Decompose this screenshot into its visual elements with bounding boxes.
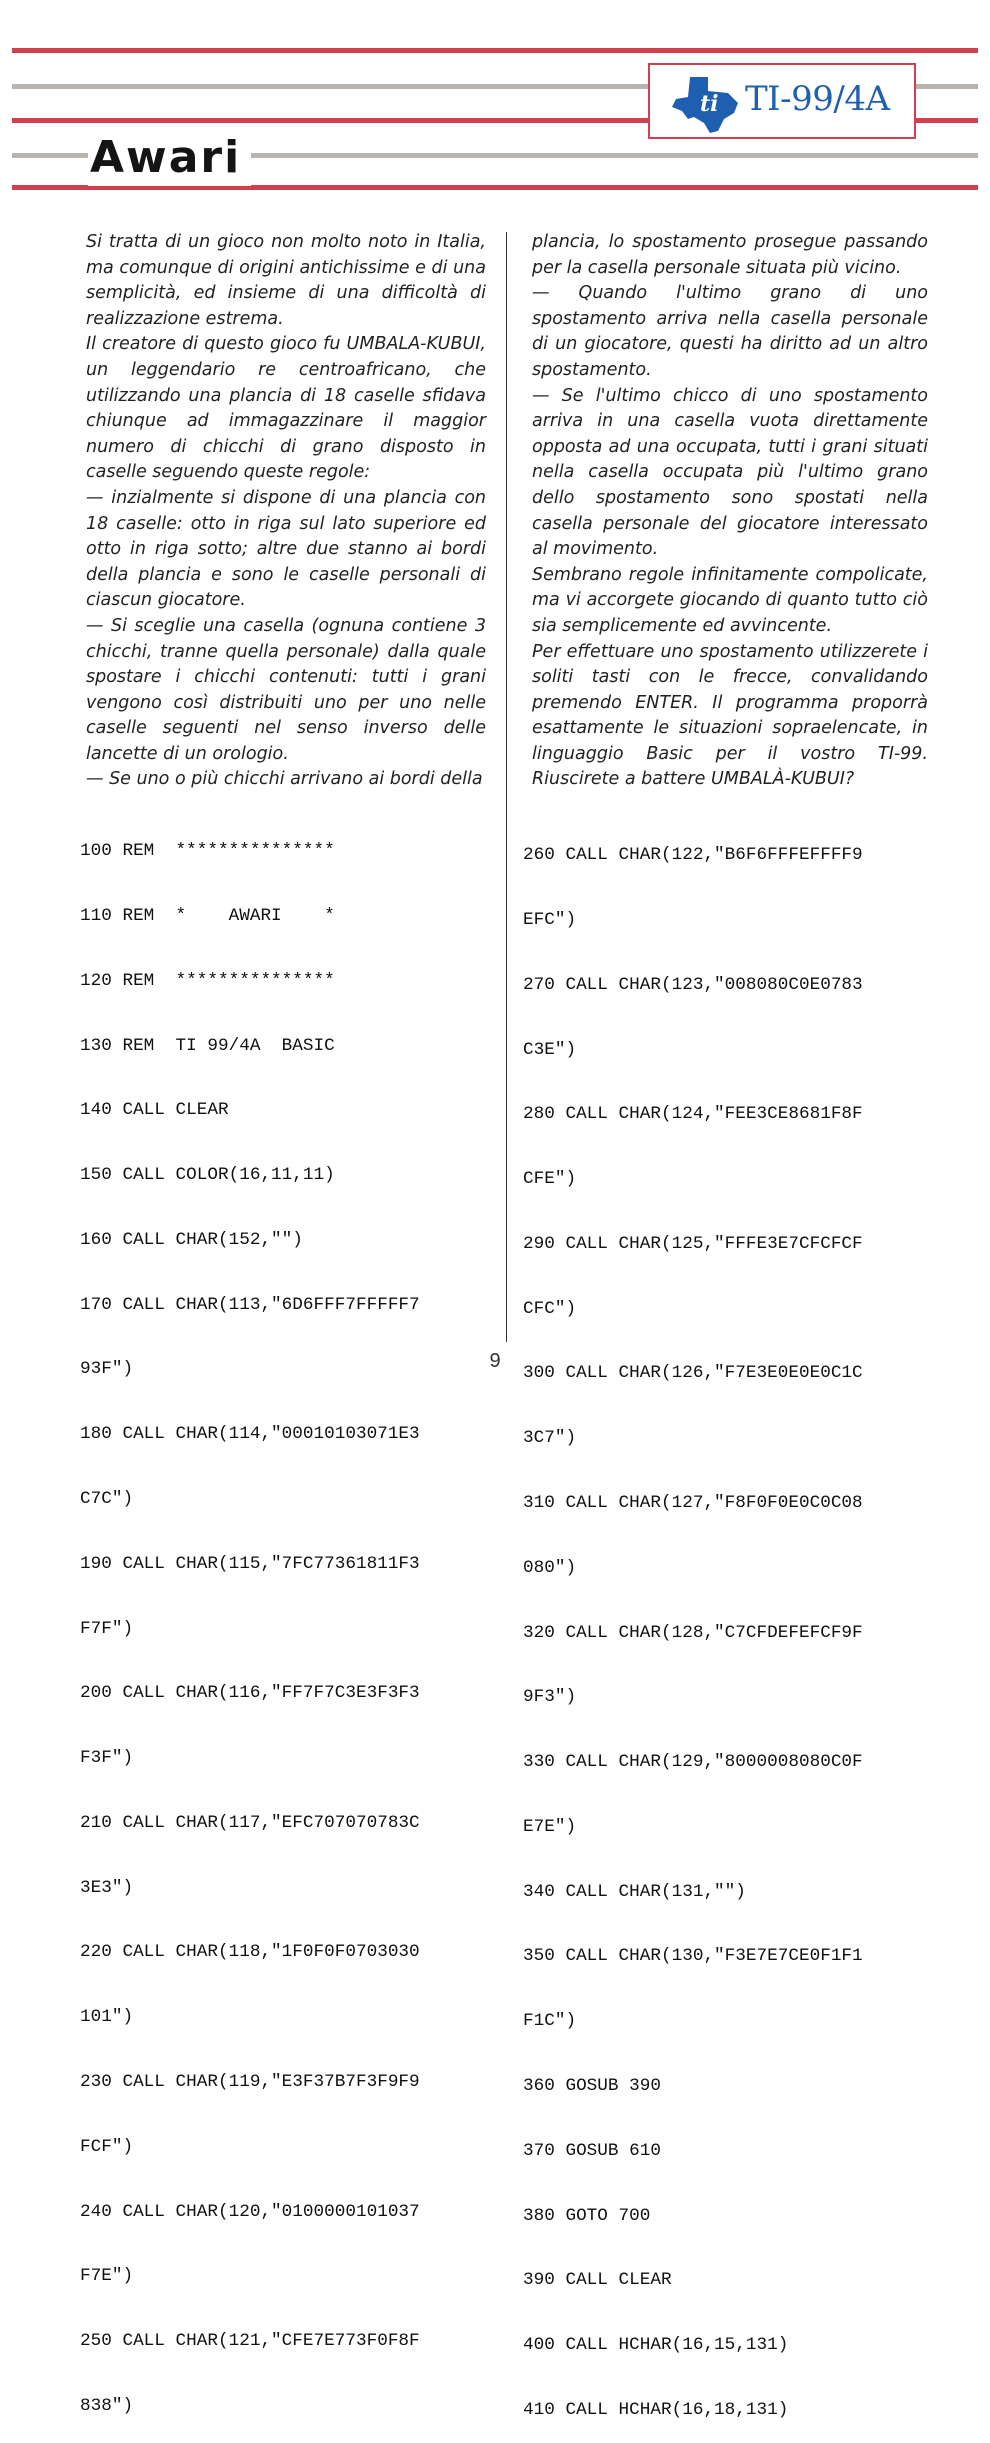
code-line: 340 CALL CHAR(131,"") bbox=[523, 1881, 746, 1902]
code-line: EFC") bbox=[523, 909, 577, 930]
code-line: C3E") bbox=[523, 1039, 577, 1060]
code-line: FCF") bbox=[80, 2136, 134, 2157]
code-line: 320 CALL CHAR(128,"C7CFDEFEFCF9F bbox=[523, 1622, 863, 1643]
code-line: 190 CALL CHAR(115,"7FC77361811F3 bbox=[80, 1553, 420, 1574]
paragraph: Sembrano regole infinitamente compolicate, ma vi accorgete giocando di quanto tutto ciò sia semplicemente ed avvincente. bbox=[532, 564, 928, 636]
code-line: 120 REM *************** bbox=[80, 970, 335, 991]
paragraph: — Se uno o più chicchi arrivano ai bordi della bbox=[86, 769, 483, 790]
paragraph: Il creatore di questo gioco fu UMBALA-KUBUI, un leggendario re centroafricano, che utilizzando una plancia di 18 caselle sfidava chiunque ad immagazzinare il maggior numero di chicchi di grano disposto in caselle seguendo queste regole: bbox=[86, 334, 486, 483]
code-line: 110 REM * AWARI * bbox=[80, 905, 335, 926]
code-line: 350 CALL CHAR(130,"F3E7E7CE0F1F1 bbox=[523, 1946, 863, 1967]
code-line: 280 CALL CHAR(124,"FEE3CE8681F8F bbox=[523, 1104, 863, 1125]
code-line: 380 GOTO 700 bbox=[523, 2205, 651, 2226]
code-line: 93F") bbox=[80, 1359, 134, 1380]
code-line: 130 REM TI 99/4A BASIC bbox=[80, 1035, 335, 1056]
code-line: 270 CALL CHAR(123,"008080C0E0783 bbox=[523, 974, 863, 995]
svg-text:ti: ti bbox=[700, 91, 719, 117]
code-line: 300 CALL CHAR(126,"F7E3E0E0E0C1C bbox=[523, 1363, 863, 1384]
code-line: 170 CALL CHAR(113,"6D6FFF7FFFFF7 bbox=[80, 1294, 420, 1315]
code-line: 838") bbox=[80, 2395, 134, 2416]
code-line: CFE") bbox=[523, 1169, 577, 1190]
article-left-column bbox=[86, 230, 486, 793]
code-line: 101") bbox=[80, 2007, 134, 2028]
code-line: CFC") bbox=[523, 1298, 577, 1319]
texas-instruments-icon bbox=[668, 73, 742, 135]
basic-listing-right bbox=[523, 802, 863, 2443]
code-line: 200 CALL CHAR(116,"FF7F7C3E3F3F3 bbox=[80, 1683, 420, 1704]
paragraph: — Quando l'ultimo grano di uno spostamento arriva nella casella personale di un giocatore, questi ha diritto ad un altro spostamento. bbox=[532, 283, 928, 380]
code-line: 230 CALL CHAR(119,"E3F37B7F3F9F9 bbox=[80, 2072, 420, 2093]
code-line: 9F3") bbox=[523, 1687, 577, 1708]
code-line: 150 CALL COLOR(16,11,11) bbox=[80, 1165, 335, 1186]
code-line: 370 GOSUB 610 bbox=[523, 2140, 661, 2161]
code-line: C7C") bbox=[80, 1489, 134, 1509]
paragraph: — Se l'ultimo chicco di uno spostamento arriva in una casella vuota direttamente opposta ad una occupata, tutti i grani situati nella casella occupata più l'ultimo grano dello spostamento sono spostati nella casella personale del giocatore interessato al movimento. bbox=[532, 385, 928, 560]
page-number: 9 bbox=[489, 1350, 501, 1372]
article-right-column bbox=[532, 230, 928, 793]
code-line: F7E") bbox=[80, 2266, 134, 2287]
code-line: 100 REM *************** bbox=[80, 841, 335, 862]
paragraph: Si tratta di un gioco non molto noto in Italia, ma comunque di origini antichissime e di una semplicità, ed insieme di una difficoltà di realizzazione estrema. bbox=[86, 232, 486, 329]
basic-listing-left bbox=[80, 798, 420, 2439]
code-line: 3E3") bbox=[80, 1877, 134, 1898]
paragraph: — Si sceglie una casella (ognuna contiene 3 chicchi, tranne quella personale) dalla quale spostare i chicchi contenuti: tutti i grani vengono così distribuiti uno per uno nelle caselle seguenti nel senso inverso delle lancette di un orologio. bbox=[86, 615, 486, 764]
ti-99-logo bbox=[648, 63, 916, 139]
code-line: 210 CALL CHAR(117,"EFC707070783C bbox=[80, 1812, 420, 1833]
code-line: 390 CALL CLEAR bbox=[523, 2270, 672, 2291]
paragraph: plancia, lo spostamento prosegue passando per la casella personale situata più vicino. bbox=[532, 232, 928, 278]
code-line: 290 CALL CHAR(125,"FFFE3E7CFCFCF bbox=[523, 1233, 863, 1254]
code-line: E7E") bbox=[523, 1816, 577, 1837]
code-line: 310 CALL CHAR(127,"F8F0F0E0C0C08 bbox=[523, 1493, 863, 1513]
code-line: 330 CALL CHAR(129,"8000008080C0F bbox=[523, 1752, 863, 1773]
code-line: 220 CALL CHAR(118,"1F0F0F0703030 bbox=[80, 1942, 420, 1963]
page-title: Awari bbox=[88, 130, 251, 186]
code-line: 240 CALL CHAR(120,"0100000101037 bbox=[80, 2201, 420, 2222]
code-line: F3F") bbox=[80, 1748, 134, 1769]
code-line: 180 CALL CHAR(114,"00010103071E3 bbox=[80, 1424, 420, 1445]
code-line: 250 CALL CHAR(121,"CFE7E773F0F8F bbox=[80, 2331, 420, 2352]
code-line: F1C") bbox=[523, 2011, 577, 2032]
column-divider bbox=[506, 232, 507, 1342]
paragraph: — inzialmente si dispone di una plancia con 18 caselle: otto in riga sul lato superiore ed otto in riga sotto; altre due stanno ai bordi della plancia e sono le caselle personali di ciascun giocatore. bbox=[86, 487, 486, 611]
header-stripe-red-1 bbox=[12, 48, 978, 53]
code-line: 3C7") bbox=[523, 1428, 577, 1449]
code-line: F7F") bbox=[80, 1618, 134, 1639]
logo-text: TI-99/4A bbox=[745, 79, 890, 119]
code-line: 260 CALL CHAR(122,"B6F6FFFEFFFF9 bbox=[523, 845, 863, 866]
paragraph: Per effettuare uno spostamento utilizzerete i soliti tasti con le frecce, convalidando premendo ENTER. Il programma proporrà esattamente le situazioni sopraelencate, in linguaggio Basic per il vostro TI-99. Riuscirete a battere UMBALÀ-KUBUI? bbox=[532, 641, 928, 790]
code-line: 400 CALL HCHAR(16,15,131) bbox=[523, 2335, 789, 2356]
code-line: 360 GOSUB 390 bbox=[523, 2076, 661, 2097]
code-line: 080") bbox=[523, 1557, 577, 1578]
code-line: 160 CALL CHAR(152,"") bbox=[80, 1229, 303, 1250]
code-line: 410 CALL HCHAR(16,18,131) bbox=[523, 2399, 789, 2420]
code-line: 140 CALL CLEAR bbox=[80, 1100, 229, 1121]
